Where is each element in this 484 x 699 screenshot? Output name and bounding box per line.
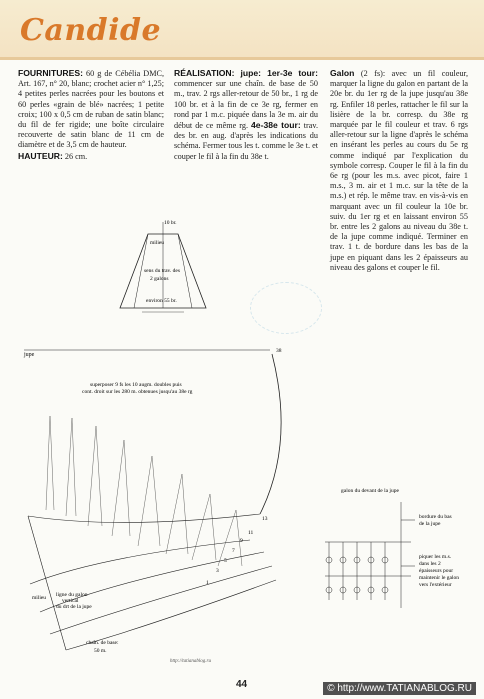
diagram-note-2: cont. droit sur les 280 m. obtenues jusqu'au 38e rg <box>82 389 193 395</box>
ligne-galon-3: du drt de la jupe <box>56 604 92 610</box>
schema-center-1: sens du trav. des <box>144 268 180 274</box>
row-13: 13 <box>262 516 268 522</box>
piquer-4: maintenir le galon <box>419 575 460 581</box>
tour-text: trav. des br. en aug. d'après les indications du schéma. Fermer tous les t. comme le 3e t. et couper le fil à la fin du 38e t. <box>174 121 319 161</box>
fournitures-label: FOURNITURES: <box>18 68 83 78</box>
row-11: 11 <box>248 530 254 536</box>
row-9: 9 <box>240 538 243 544</box>
hauteur-text: 26 cm. <box>62 151 88 161</box>
bordure-2: de la jupe <box>419 521 441 527</box>
realisation-text: commencer sur une chaîn. de base de 50 m., trav. 2 rgs aller-retour de 50 br., 1 rg de 100 br. et à la fin de ce 3e rg, fermer en rond par 1 m.c. piquée dans la 3e m. air du début de ce même rg. <box>174 79 318 131</box>
diagram-note-1: superposer 9 fs les 10 augm. doubles puis <box>90 382 182 388</box>
piquer-1: piquer les m.s. <box>419 554 452 560</box>
page-number: 44 <box>236 679 248 690</box>
realisation-label: RÉALISATION: jupe: 1er-3e tour: <box>174 68 318 78</box>
chain-label-1: chaîn. de base: <box>86 640 119 646</box>
realisation-column <box>174 68 318 162</box>
tour-label: 4e-38e tour: <box>251 120 301 131</box>
skirt-diagram <box>10 344 290 664</box>
schema-milieu: milieu <box>150 240 165 246</box>
piquer-5: vers l'extérieur <box>419 582 452 588</box>
ghost-image <box>250 282 322 334</box>
row-38: 38 <box>276 348 282 354</box>
row-5: 5 <box>224 558 227 564</box>
watermark: © http://www.TATIANABLOG.RU <box>323 682 476 695</box>
piquer-3: épaisseurs pour <box>419 568 454 574</box>
row-7: 7 <box>232 548 235 554</box>
page-title: Candide <box>20 13 162 48</box>
chain-label-2: 50 m. <box>94 648 107 654</box>
piquer-2: dans les 2 <box>419 561 441 567</box>
galon-label: Galon <box>330 68 355 78</box>
schema-top-label: 10 br. <box>164 220 177 226</box>
schema-center-2: 2 galons <box>150 276 169 282</box>
hauteur-label: HAUTEUR: <box>18 150 63 161</box>
diagram-milieu: milieu <box>32 595 47 601</box>
row-1: 1 <box>206 580 209 586</box>
galon-diagram <box>315 480 475 620</box>
fan-group <box>46 416 242 566</box>
skirt-schema <box>108 216 218 320</box>
jupe-label: jupe <box>24 352 35 358</box>
ligne-galon-2: vertical <box>62 598 79 604</box>
galon-text: (2 fs): avec un fil couleur, marquer la ligne du galon en partant de la 20e br. du 1er rg de la jupe jusqu'au 38e rg. Enfiler 18 perles, rattacher le fil sur la lisière de la br. corresp. du 38e rg marquée par le fil couleur et trav. 6 rgs aller-retour sur la ligne d'après le schéma en insérant les perles au cours du 5e rg comme indiqué par l'explication du symbole corresp. Couper le fil à la fin du 6e rg (pour les m.s. avec picot, faire 1 m.s., 3 m. air et 1 m.c. sur la tête de la m.s.) et rép. le même trav. en vis-à-vis en marquant avec un fil couleur la 10e br. suiv. du 1er rg et en laissant environ 55 br. entre les 2 galons au niveau du 38e t. de la jupe comme indiqué. Terminer en trav. 1 t. de bordure dans les bas de la jupe en piquant dans les 2 épaisseurs au niveau des galons et couper le fil. <box>330 69 468 272</box>
bordure-1: bordure du bas <box>419 514 452 520</box>
galon-column <box>330 68 468 273</box>
schema-bottom-label: environ 55 br. <box>146 298 177 304</box>
galon-title: galon du devant de la jupe <box>341 488 399 494</box>
materials-column <box>18 68 164 162</box>
row-3: 3 <box>216 568 219 574</box>
site-url: http://tatianablog.ru <box>170 659 211 664</box>
fournitures-text: 60 g de Cébélia DMC, Art. 167, n° 20, blanc; crochet acier n° 1,25; 4 petites perles nacrées pour les boutons et 60 perles «grain de blé» nacrées; 1 petite croix; 100 x 0,5 cm de ruban de satin blanc; du fil de fer rigide; une boîte circulaire recouverte de satin blanc de 11 cm de diamètre et de 3,5 cm de hauteur. <box>18 69 164 150</box>
ligne-galon-1: ligne du galon <box>56 592 88 598</box>
